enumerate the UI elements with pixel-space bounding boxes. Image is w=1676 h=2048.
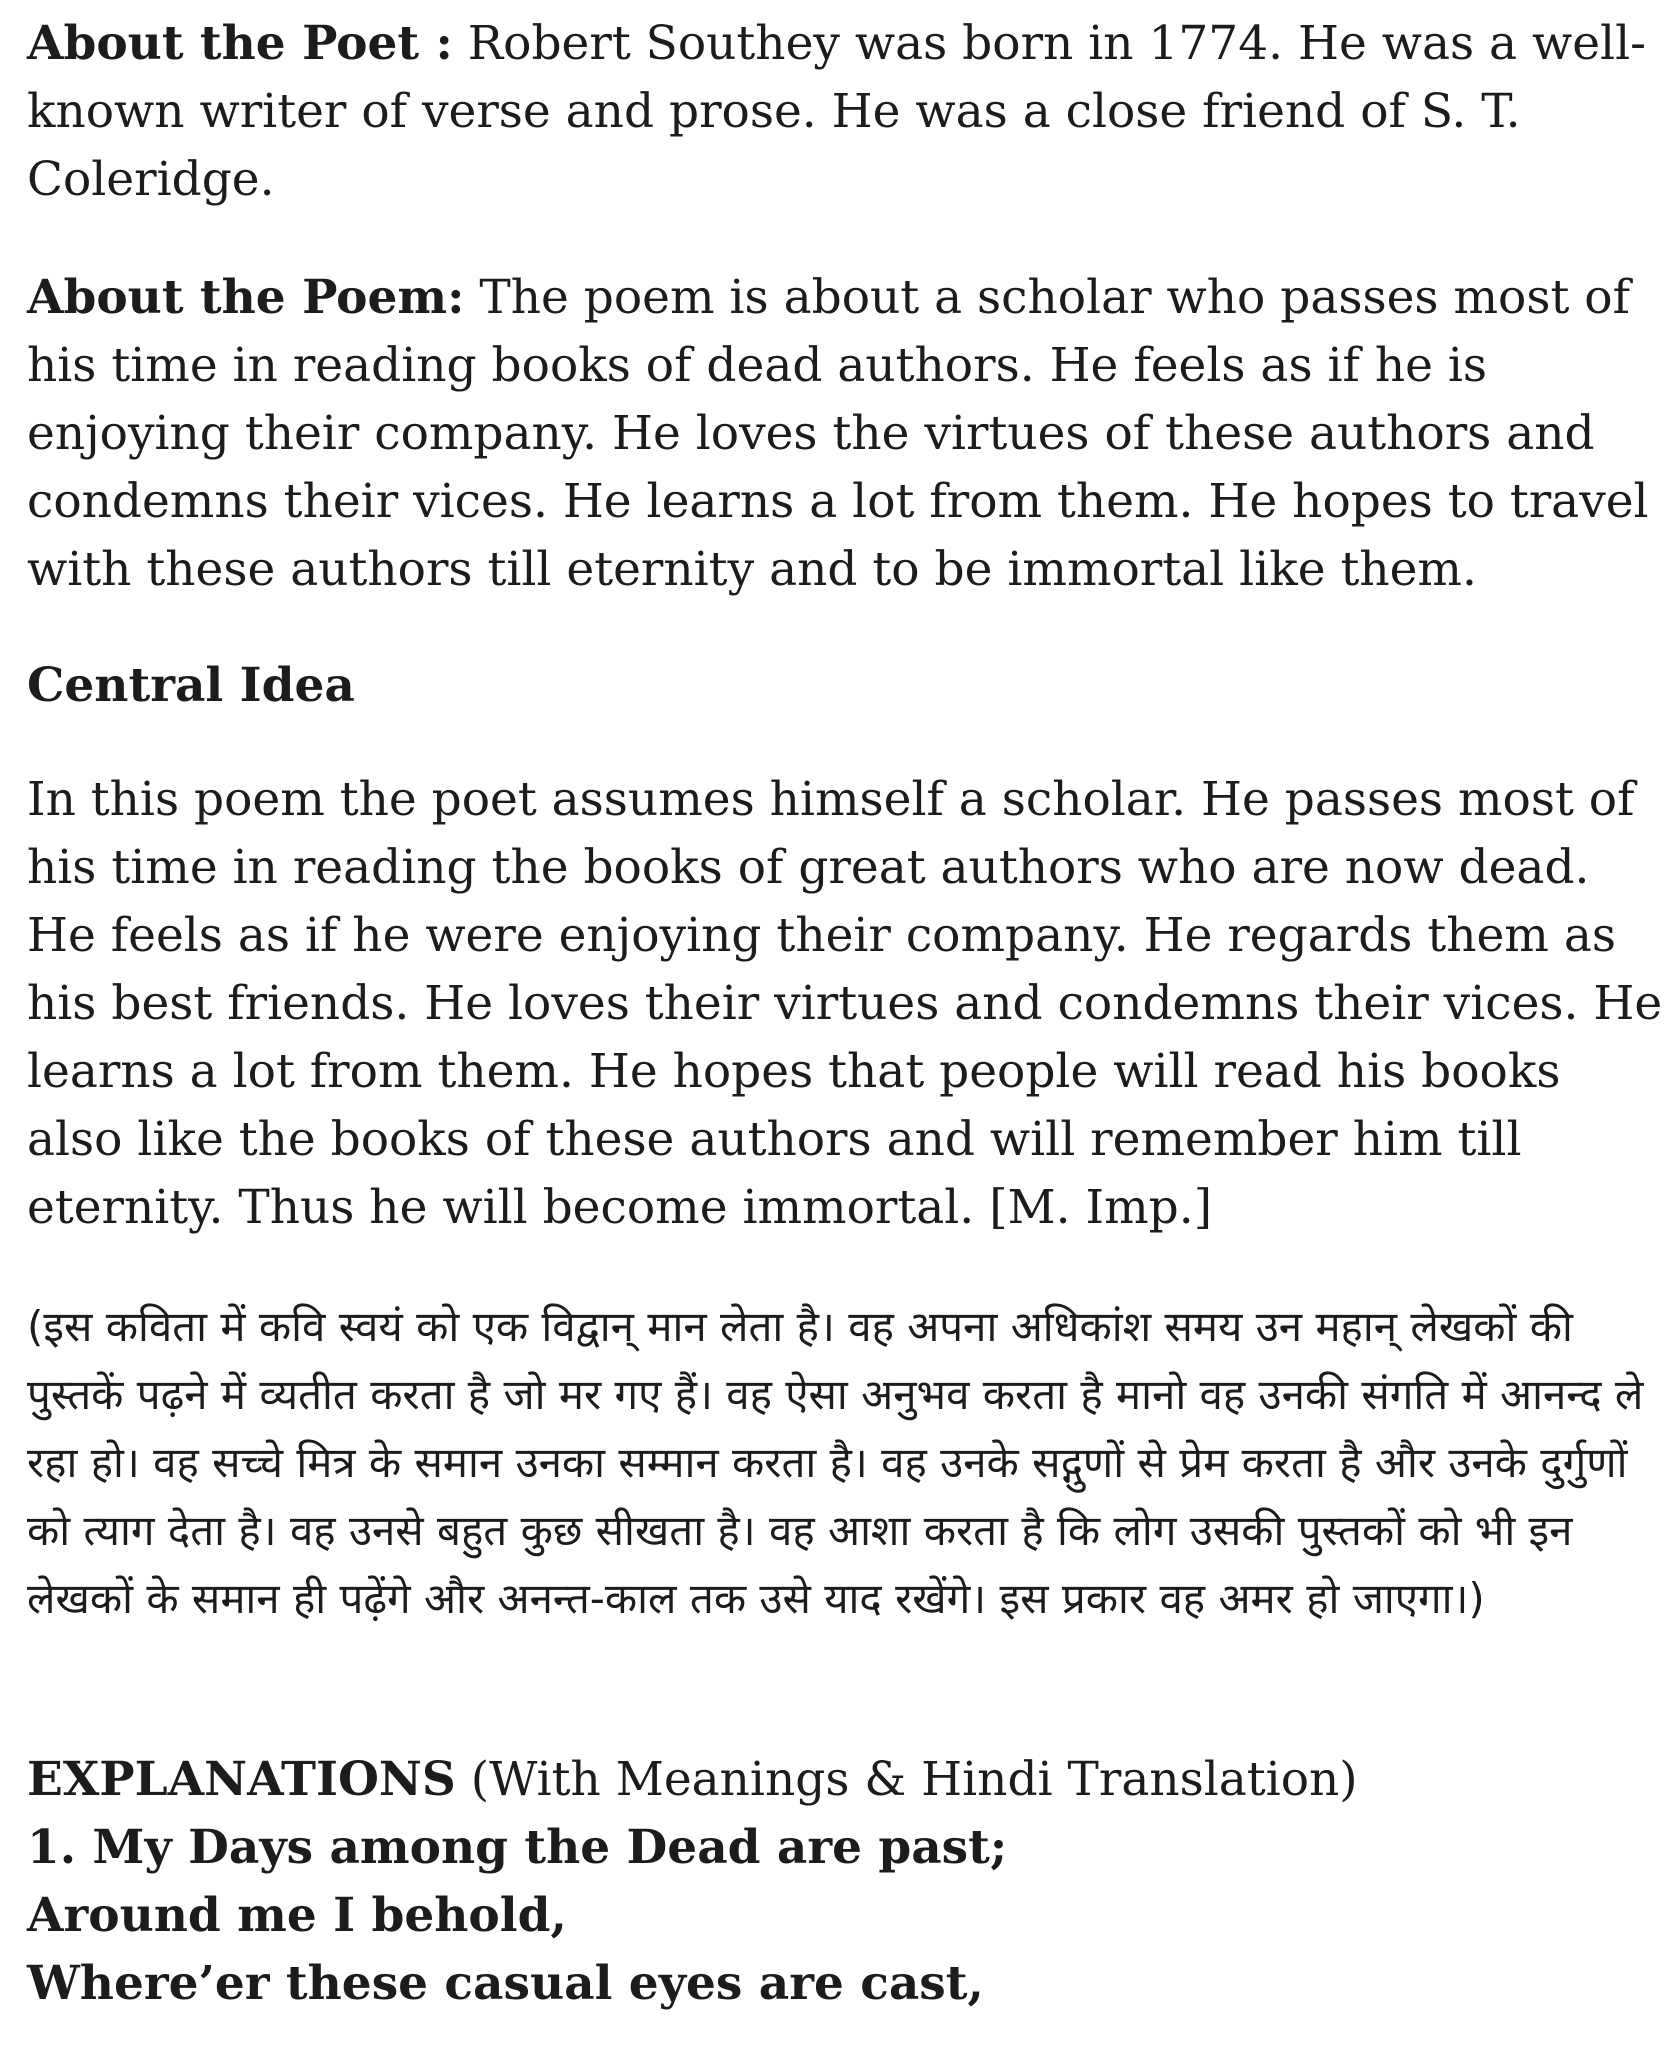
explanations-heading-line <box>27 1746 1667 1814</box>
about-poet-paragraph <box>27 10 1667 214</box>
central-idea-heading: Central Idea <box>27 658 355 713</box>
about-poet-label: About the Poet : <box>27 16 453 71</box>
about-poem-text: The poem is about a scholar who passes most of his time in reading books of dead authors. He feels as if he is enjoying their company. He loves the virtues of these authors and condemns their vices. He learns a lot from them. He hopes to travel with these authors till eternity and to be immortal like them. <box>27 270 1649 597</box>
poem-line: Where’er these casual eyes are cast, <box>27 1956 984 2011</box>
explanations-section <box>27 1746 1667 2018</box>
hindi-translation-paragraph: (इस कविता में कवि स्वयं को एक विद्वान् मान लेता है। वह अपना अधिकांश समय उन महान् लेखकों की पुस्तकें पढ़ने में व्यतीत करता है जो मर गए हैं। वह ऐसा अनुभव करता है मानो वह उनकी संगति में आनन्द ले रहा हो। वह सच्चे मित्र के समान उनका सम्मान करता है। वह उनके सद्गुणों से प्रेम करता है और उनके दुर्गुणों को त्याग देता है। वह उनसे बहुत कुछ सीखता है। वह आशा करता है कि लोग उसकी पुस्तकों को भी इन लेखकों के समान ही पढ़ेंगे और अनन्त-काल तक उसे याद रखेंगे। इस प्रकार वह अमर हो जाएगा।) <box>27 1302 1644 1623</box>
explanations-subheading: (With Meanings & Hindi Translation) <box>455 1752 1358 1807</box>
poem-line: Around me I behold, <box>27 1888 567 1943</box>
about-poem-label: About the Poem: <box>27 270 465 325</box>
poem-line: 1. My Days among the Dead are past; <box>27 1820 1008 1875</box>
explanations-heading: EXPLANATIONS <box>27 1752 456 1807</box>
about-poet-text: Robert Southey was born in 1774. He was a well-known writer of verse and prose. He was a close friend of S. T. Coleridge. <box>27 16 1646 207</box>
about-poem-paragraph <box>27 264 1667 604</box>
central-idea-paragraph: In this poem the poet assumes himself a scholar. He passes most of his time in reading the books of great authors who are now dead. He feels as if he were enjoying their company. He regards them as his best friends. He loves their virtues and condemns their vices. He learns a lot from them. He hopes that people will read his books also like the books of these authors and will remember him till eternity. Thus he will become immortal. [M. Imp.] <box>27 772 1663 1235</box>
